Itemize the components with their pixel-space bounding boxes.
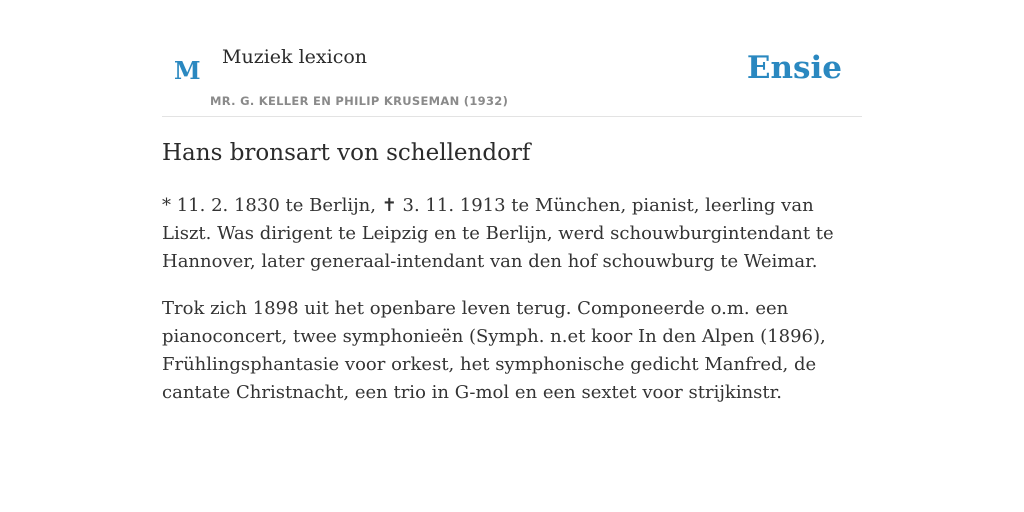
book-authors: MR. G. KELLER EN PHILIP KRUSEMAN (1932) bbox=[210, 94, 509, 108]
source-logo-icon[interactable]: M bbox=[174, 56, 201, 85]
ensie-logo[interactable]: Ensie bbox=[746, 50, 842, 86]
entry-body bbox=[162, 192, 862, 426]
entry-paragraph: Trok zich 1898 uit het openbare leven terug. Componeerde o.m. een pianoconcert, twee symphonieën (Symph. n.et koor In den Alpen (1896), Frühlingsphantasie voor orkest, het symphonische gedicht Manfred, de cantate Christnacht, een trio in G-mol en een sextet voor strijkinstr. bbox=[162, 298, 826, 403]
source-header bbox=[162, 36, 862, 117]
entry-title: Hans bronsart von schellendorf bbox=[162, 140, 531, 166]
entry-paragraph: * 11. 2. 1830 te Berlijn, ✝ 3. 11. 1913 te München, pianist, leerling van Liszt. Was dirigent te Leipzig en te Berlijn, werd schouwburgintendant te Hannover, later generaal-intendant van den hof schouwburg te Weimar. bbox=[162, 195, 834, 272]
book-title-link[interactable]: Muziek lexicon bbox=[222, 46, 368, 68]
